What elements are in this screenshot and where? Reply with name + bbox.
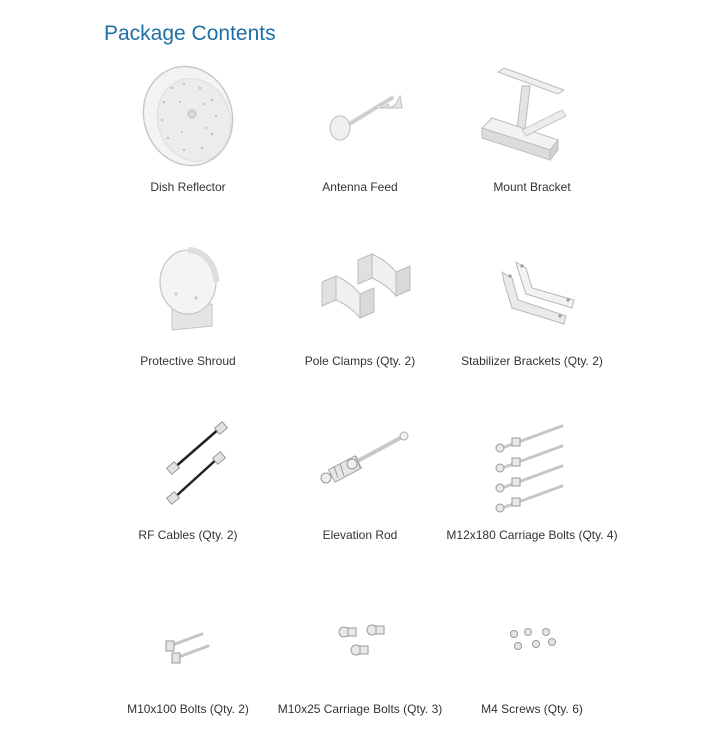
item-label: Mount Bracket xyxy=(493,180,571,194)
item-m4-screws xyxy=(446,580,618,754)
m10x25-carriage-bolts-icon xyxy=(290,580,430,698)
item-protective-shroud xyxy=(102,232,274,406)
protective-shroud-icon xyxy=(118,232,258,350)
item-mount-bracket xyxy=(446,58,618,232)
item-carriage-bolts-long xyxy=(446,406,618,580)
item-label: Dish Reflector xyxy=(150,180,226,194)
item-dish-reflector xyxy=(102,58,274,232)
stabilizer-brackets-icon xyxy=(462,232,602,350)
item-stabilizer-brackets xyxy=(446,232,618,406)
item-m10x100-bolts xyxy=(102,580,274,754)
antenna-feed-icon xyxy=(290,58,430,176)
item-label: M10x100 Bolts (Qty. 2) xyxy=(127,702,249,716)
item-label: RF Cables (Qty. 2) xyxy=(138,528,238,542)
elevation-rod-icon xyxy=(290,406,430,524)
item-pole-clamps xyxy=(274,232,446,406)
pole-clamps-icon xyxy=(290,232,430,350)
item-label: Pole Clamps (Qty. 2) xyxy=(304,354,416,368)
page-title: Package Contents xyxy=(104,22,276,45)
mount-bracket-icon xyxy=(462,58,602,176)
item-label: Antenna Feed xyxy=(322,180,398,194)
item-label: Protective Shroud xyxy=(140,354,236,368)
carriage-bolts-long-icon xyxy=(462,406,602,524)
item-m10x25-carriage-bolts xyxy=(274,580,446,754)
m4-screws-icon xyxy=(462,580,602,698)
rf-cables-icon xyxy=(118,406,258,524)
item-elevation-rod xyxy=(274,406,446,580)
item-label: Stabilizer Brackets (Qty. 2) xyxy=(461,354,603,368)
item-rf-cables xyxy=(102,406,274,580)
item-label: M12x180 Carriage Bolts (Qty. 4) xyxy=(446,528,618,542)
item-label: M4 Screws (Qty. 6) xyxy=(481,702,583,716)
item-label: Elevation Rod xyxy=(322,528,398,542)
package-contents-grid xyxy=(102,58,618,726)
m10x100-bolts-icon xyxy=(118,580,258,698)
item-antenna-feed xyxy=(274,58,446,232)
dish-reflector-icon xyxy=(118,58,258,176)
item-label: M10x25 Carriage Bolts (Qty. 3) xyxy=(277,702,443,716)
